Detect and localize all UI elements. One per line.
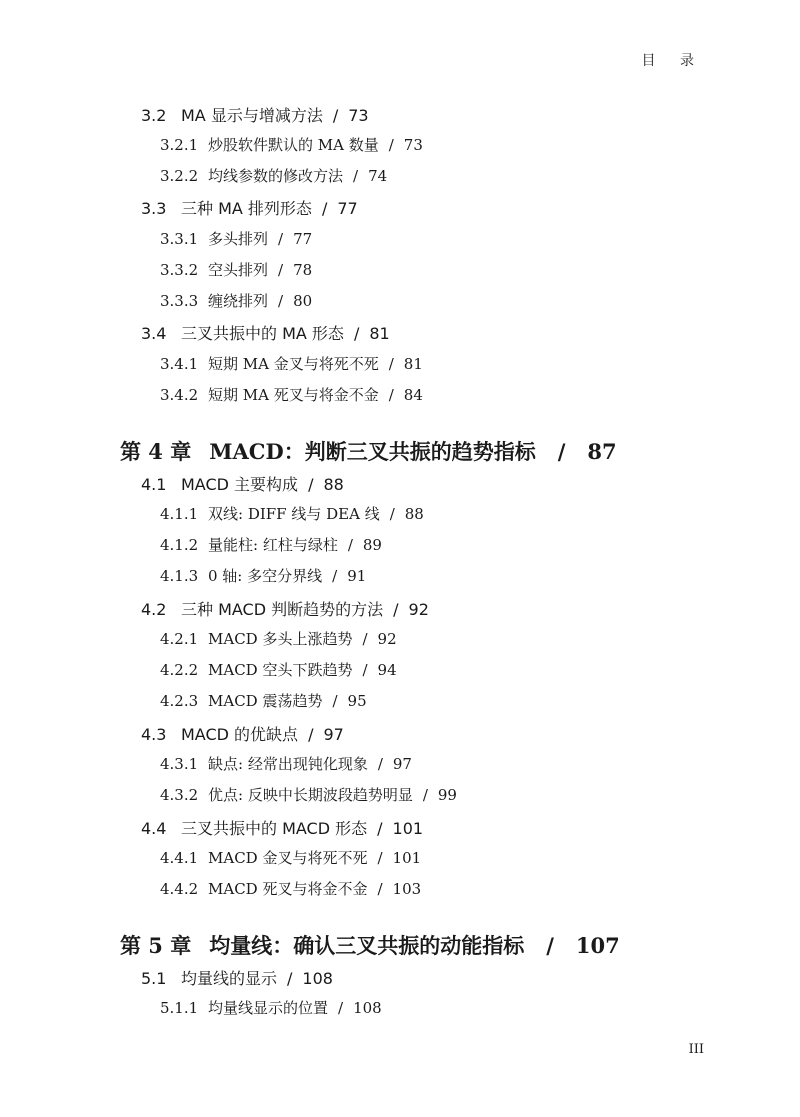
toc-page: 107 xyxy=(575,933,620,958)
toc-title: 三叉共振中的 MA 形态 xyxy=(181,324,344,343)
toc-number: 3.3.2 xyxy=(160,261,199,279)
toc-number: 3.4.2 xyxy=(160,386,199,404)
toc-number: 3.4.1 xyxy=(160,355,199,373)
toc-page: 81 xyxy=(369,324,390,343)
toc-page: 103 xyxy=(392,880,422,898)
toc-entry: 4.4.2 MACD 死叉与将金不金 / 103 xyxy=(160,880,422,898)
toc-entry: 3.3 三种 MA 排列形态 / 77 xyxy=(141,199,358,218)
toc-page: 74 xyxy=(368,167,388,185)
toc-title: 缠绕排列 xyxy=(208,292,269,310)
toc-title: 三种 MA 排列形态 xyxy=(181,199,312,218)
toc-page: 99 xyxy=(437,786,457,804)
toc-chapter-entry: 第 4 章 MACD：判断三叉共振的趋势指标 / 87 xyxy=(120,436,617,466)
toc-entry: 3.2 MA 显示与增减方法 / 73 xyxy=(141,106,369,125)
toc-page: 91 xyxy=(347,567,367,585)
toc-title: 0 轴: 多空分界线 xyxy=(208,567,323,585)
toc-title: 三种 MACD 判断趋势的方法 xyxy=(181,600,384,619)
toc-entry: 5.1.1 均量线显示的位置 / 108 xyxy=(160,999,382,1017)
toc-number: 3.3.1 xyxy=(160,230,199,248)
toc-entry: 4.4.1 MACD 金叉与将死不死 / 101 xyxy=(160,849,422,867)
toc-number: 5.1 xyxy=(141,969,167,988)
toc-entry: 4.1.3 0 轴: 多空分界线 / 91 xyxy=(160,567,367,585)
toc-title: MACD 多头上涨趋势 xyxy=(208,630,353,648)
toc-title: 均线参数的修改方法 xyxy=(208,167,344,185)
toc-entry: 4.1.1 双线: DIFF 线与 DEA 线 / 88 xyxy=(160,505,424,523)
toc-page: 89 xyxy=(362,536,382,554)
toc-entry: 3.3.1 多头排列 / 77 xyxy=(160,230,313,248)
toc-number: 4.4.1 xyxy=(160,849,199,867)
toc-number: 4.1.2 xyxy=(160,536,199,554)
toc-page: 88 xyxy=(323,475,344,494)
toc-entry: 4.2.3 MACD 震荡趋势 / 95 xyxy=(160,692,367,710)
toc-title: 均量线显示的位置 xyxy=(208,999,329,1017)
toc-number: 4.4.2 xyxy=(160,880,199,898)
toc-page: 108 xyxy=(353,999,382,1017)
running-header: 目 录 xyxy=(641,53,704,69)
toc-page: 97 xyxy=(392,755,412,773)
toc-page: 92 xyxy=(408,600,429,619)
toc-page: 77 xyxy=(293,230,313,248)
toc-page: 87 xyxy=(587,439,617,464)
toc-page: 101 xyxy=(392,819,424,838)
toc-page: 73 xyxy=(348,106,369,125)
toc-title: 优点: 反映中长期波段趋势明显 xyxy=(208,786,413,804)
toc-page: 88 xyxy=(404,505,424,523)
toc-entry: 4.2.2 MACD 空头下跌趋势 / 94 xyxy=(160,661,397,679)
toc-entry: 3.4.2 短期 MA 死叉与将金不金 / 84 xyxy=(160,386,423,404)
toc-number: 4.3.2 xyxy=(160,786,199,804)
toc-entry: 3.4 三叉共振中的 MA 形态 / 81 xyxy=(141,324,390,343)
toc-title: MACD 死叉与将金不金 xyxy=(208,880,368,898)
toc-entry: 4.3.1 缺点: 经常出现钝化现象 / 97 xyxy=(160,755,412,773)
toc-entry: 3.3.3 缠绕排列 / 80 xyxy=(160,292,313,310)
toc-page: 78 xyxy=(293,261,313,279)
toc-entry: 5.1 均量线的显示 / 108 xyxy=(141,969,333,988)
toc-chapter-number: 第 4 章 xyxy=(120,439,192,464)
toc-title: 多头排列 xyxy=(208,230,269,248)
toc-chapter-entry: 第 5 章 均量线：确认三叉共振的动能指标 / 107 xyxy=(120,930,620,960)
toc-title: MACD 金叉与将死不死 xyxy=(208,849,368,867)
toc-page: 97 xyxy=(323,725,344,744)
toc-page: 80 xyxy=(293,292,313,310)
toc-entry: 4.2 三种 MACD 判断趋势的方法 / 92 xyxy=(141,600,429,619)
toc-title: MA 显示与增减方法 xyxy=(181,106,323,125)
toc-number: 3.3.3 xyxy=(160,292,199,310)
toc-page: 95 xyxy=(347,692,367,710)
toc-page: 73 xyxy=(403,136,423,154)
toc-number: 4.2 xyxy=(141,600,167,619)
toc-number: 4.2.2 xyxy=(160,661,199,679)
toc-title: MACD 空头下跌趋势 xyxy=(208,661,353,679)
toc-entry: 3.4.1 短期 MA 金叉与将死不死 / 81 xyxy=(160,355,423,373)
toc-entry: 4.4 三叉共振中的 MACD 形态 / 101 xyxy=(141,819,424,838)
toc-title: 短期 MA 死叉与将金不金 xyxy=(208,386,379,404)
toc-title: 缺点: 经常出现钝化现象 xyxy=(208,755,368,773)
toc-number: 3.4 xyxy=(141,324,167,343)
toc-title: MACD 震荡趋势 xyxy=(208,692,323,710)
toc-title: 三叉共振中的 MACD 形态 xyxy=(181,819,368,838)
toc-entry: 3.2.1 炒股软件默认的 MA 数量 / 73 xyxy=(160,136,423,154)
toc-entry: 4.1.2 量能柱: 红柱与绿柱 / 89 xyxy=(160,536,382,554)
toc-number: 4.2.3 xyxy=(160,692,199,710)
toc-number: 4.2.1 xyxy=(160,630,199,648)
toc-number: 4.4 xyxy=(141,819,167,838)
toc-page: 108 xyxy=(302,969,333,988)
toc-number: 5.1.1 xyxy=(160,999,199,1017)
toc-number: 4.1 xyxy=(141,475,167,494)
toc-entry: 4.3.2 优点: 反映中长期波段趋势明显 / 99 xyxy=(160,786,457,804)
toc-page: 81 xyxy=(403,355,423,373)
toc-chapter-number: 第 5 章 xyxy=(120,933,192,958)
toc-number: 3.2 xyxy=(141,106,167,125)
toc-chapter-title: MACD：判断三叉共振的趋势指标 xyxy=(209,439,536,464)
toc-number: 4.1.1 xyxy=(160,505,199,523)
toc-number: 3.2.1 xyxy=(160,136,199,154)
toc-title: 短期 MA 金叉与将死不死 xyxy=(208,355,379,373)
toc-title: 量能柱: 红柱与绿柱 xyxy=(208,536,338,554)
toc-title: MACD 的优缺点 xyxy=(181,725,299,744)
toc-number: 4.1.3 xyxy=(160,567,199,585)
toc-entry: 3.3.2 空头排列 / 78 xyxy=(160,261,313,279)
toc-title: 双线: DIFF 线与 DEA 线 xyxy=(208,505,380,523)
toc-entry: 4.2.1 MACD 多头上涨趋势 / 92 xyxy=(160,630,397,648)
toc-page: 94 xyxy=(377,661,397,679)
toc-number: 3.2.2 xyxy=(160,167,199,185)
toc-number: 3.3 xyxy=(141,199,167,218)
toc-page: 101 xyxy=(392,849,422,867)
toc-title: 空头排列 xyxy=(208,261,269,279)
toc-title: 均量线的显示 xyxy=(181,969,278,988)
toc-title: 炒股软件默认的 MA 数量 xyxy=(208,136,379,154)
toc-entry: 4.1 MACD 主要构成 / 88 xyxy=(141,475,344,494)
toc-entry: 4.3 MACD 的优缺点 / 97 xyxy=(141,725,344,744)
page-number: III xyxy=(688,1042,704,1057)
toc-page: 92 xyxy=(377,630,397,648)
toc-number: 4.3.1 xyxy=(160,755,199,773)
toc-number: 4.3 xyxy=(141,725,167,744)
toc-entry: 3.2.2 均线参数的修改方法 / 74 xyxy=(160,167,388,185)
toc-page: 77 xyxy=(337,199,358,218)
toc-page: 84 xyxy=(403,386,423,404)
toc-title: MACD 主要构成 xyxy=(181,475,299,494)
toc-chapter-title: 均量线：确认三叉共振的动能指标 xyxy=(209,933,525,958)
